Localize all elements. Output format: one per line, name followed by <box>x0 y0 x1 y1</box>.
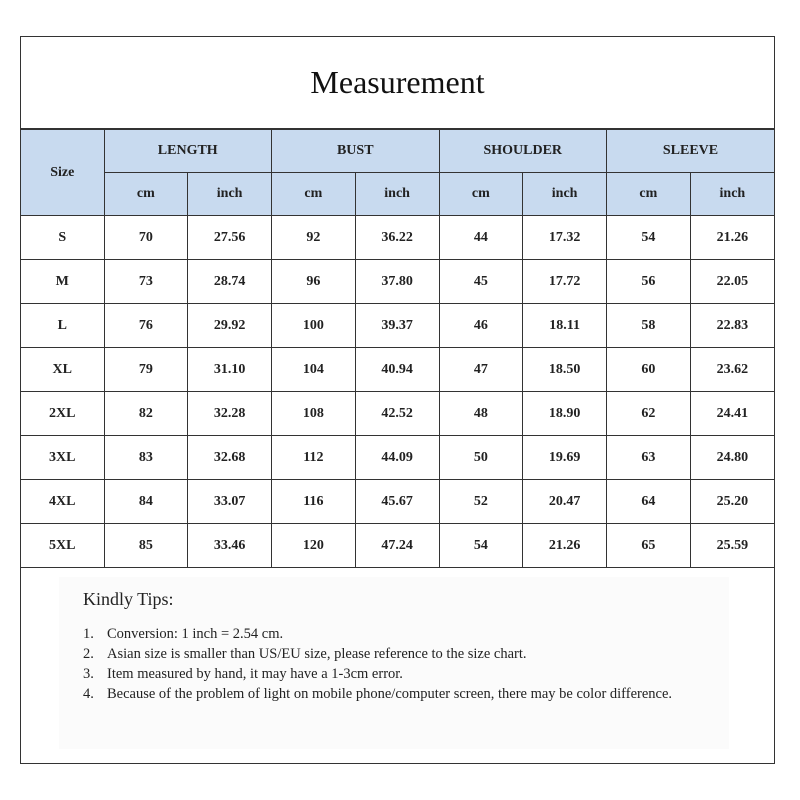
table-cell: 45 <box>439 260 523 304</box>
tip-item <box>83 624 705 644</box>
table-cell: 23.62 <box>690 348 774 392</box>
table-cell: 21.26 <box>690 216 774 260</box>
table-cell: 50 <box>439 436 523 480</box>
tip-number: 2. <box>83 646 94 662</box>
unit-header: cm <box>439 173 523 216</box>
table-row <box>21 304 774 348</box>
table-cell: 84 <box>104 480 188 524</box>
unit-header: inch <box>690 173 774 216</box>
table-cell: 25.59 <box>690 524 774 568</box>
table-cell: 62 <box>607 392 691 436</box>
header-row-groups <box>21 130 774 173</box>
table-cell: 22.05 <box>690 260 774 304</box>
table-cell: 47 <box>439 348 523 392</box>
header-row-units <box>21 173 774 216</box>
kindly-tips-panel <box>59 577 729 749</box>
table-cell: 54 <box>439 524 523 568</box>
tip-text: Item measured by hand, it may have a 1-3cm error. <box>107 666 403 682</box>
table-cell: 29.92 <box>188 304 272 348</box>
tip-number: 4. <box>83 686 94 702</box>
unit-header: inch <box>188 173 272 216</box>
table-cell: 31.10 <box>188 348 272 392</box>
size-cell: S <box>21 216 104 260</box>
unit-header: cm <box>272 173 356 216</box>
tip-text: Because of the problem of light on mobile phone/computer screen, there may be color difference. <box>107 686 673 702</box>
table-cell: 92 <box>272 216 356 260</box>
table-cell: 116 <box>272 480 356 524</box>
size-column-header: Size <box>21 130 104 216</box>
table-cell: 32.28 <box>188 392 272 436</box>
group-header-sleeve: SLEEVE <box>607 130 775 173</box>
table-cell: 36.22 <box>355 216 439 260</box>
table-cell: 76 <box>104 304 188 348</box>
table-cell: 28.74 <box>188 260 272 304</box>
table-cell: 37.80 <box>355 260 439 304</box>
table-row <box>21 348 774 392</box>
tips-list <box>83 624 705 704</box>
group-header-shoulder: SHOULDER <box>439 130 607 173</box>
table-cell: 120 <box>272 524 356 568</box>
size-cell: M <box>21 260 104 304</box>
table-cell: 25.20 <box>690 480 774 524</box>
table-row <box>21 524 774 568</box>
table-cell: 45.67 <box>355 480 439 524</box>
table-cell: 33.46 <box>188 524 272 568</box>
table-cell: 56 <box>607 260 691 304</box>
table-cell: 47.24 <box>355 524 439 568</box>
chart-title: Measurement <box>21 37 774 129</box>
tip-text: Asian size is smaller than US/EU size, please reference to the size chart. <box>107 646 527 662</box>
table-cell: 40.94 <box>355 348 439 392</box>
table-cell: 100 <box>272 304 356 348</box>
size-cell: L <box>21 304 104 348</box>
table-row <box>21 260 774 304</box>
table-cell: 19.69 <box>523 436 607 480</box>
table-cell: 17.32 <box>523 216 607 260</box>
tip-item <box>83 684 705 704</box>
size-table <box>21 129 774 568</box>
table-cell: 44 <box>439 216 523 260</box>
table-cell: 60 <box>607 348 691 392</box>
table-row <box>21 216 774 260</box>
table-cell: 18.90 <box>523 392 607 436</box>
table-cell: 32.68 <box>188 436 272 480</box>
table-cell: 63 <box>607 436 691 480</box>
tip-item <box>83 664 705 684</box>
unit-header: cm <box>607 173 691 216</box>
size-cell: XL <box>21 348 104 392</box>
size-cell: 2XL <box>21 392 104 436</box>
tips-title: Kindly Tips: <box>83 589 174 609</box>
size-cell: 3XL <box>21 436 104 480</box>
table-cell: 44.09 <box>355 436 439 480</box>
size-cell: 4XL <box>21 480 104 524</box>
table-cell: 39.37 <box>355 304 439 348</box>
table-cell: 85 <box>104 524 188 568</box>
tip-item <box>83 644 705 664</box>
table-cell: 20.47 <box>523 480 607 524</box>
unit-header: inch <box>523 173 607 216</box>
group-header-length: LENGTH <box>104 130 272 173</box>
table-row <box>21 436 774 480</box>
table-cell: 21.26 <box>523 524 607 568</box>
table-cell: 79 <box>104 348 188 392</box>
table-row <box>21 392 774 436</box>
table-cell: 65 <box>607 524 691 568</box>
size-chart <box>20 36 775 764</box>
table-cell: 48 <box>439 392 523 436</box>
size-cell: 5XL <box>21 524 104 568</box>
table-cell: 108 <box>272 392 356 436</box>
table-cell: 42.52 <box>355 392 439 436</box>
table-cell: 46 <box>439 304 523 348</box>
unit-header: cm <box>104 173 188 216</box>
table-cell: 83 <box>104 436 188 480</box>
table-cell: 27.56 <box>188 216 272 260</box>
table-cell: 33.07 <box>188 480 272 524</box>
table-cell: 112 <box>272 436 356 480</box>
table-cell: 22.83 <box>690 304 774 348</box>
table-cell: 17.72 <box>523 260 607 304</box>
table-cell: 52 <box>439 480 523 524</box>
table-cell: 24.41 <box>690 392 774 436</box>
tip-text: Conversion: 1 inch = 2.54 cm. <box>107 626 284 642</box>
table-cell: 58 <box>607 304 691 348</box>
table-cell: 70 <box>104 216 188 260</box>
table-cell: 24.80 <box>690 436 774 480</box>
table-cell: 54 <box>607 216 691 260</box>
table-cell: 18.50 <box>523 348 607 392</box>
table-cell: 64 <box>607 480 691 524</box>
table-cell: 73 <box>104 260 188 304</box>
table-cell: 18.11 <box>523 304 607 348</box>
table-cell: 82 <box>104 392 188 436</box>
tip-number: 1. <box>83 626 94 642</box>
group-header-bust: BUST <box>272 130 440 173</box>
table-cell: 104 <box>272 348 356 392</box>
tip-number: 3. <box>83 666 94 682</box>
table-row <box>21 480 774 524</box>
table-cell: 96 <box>272 260 356 304</box>
unit-header: inch <box>355 173 439 216</box>
